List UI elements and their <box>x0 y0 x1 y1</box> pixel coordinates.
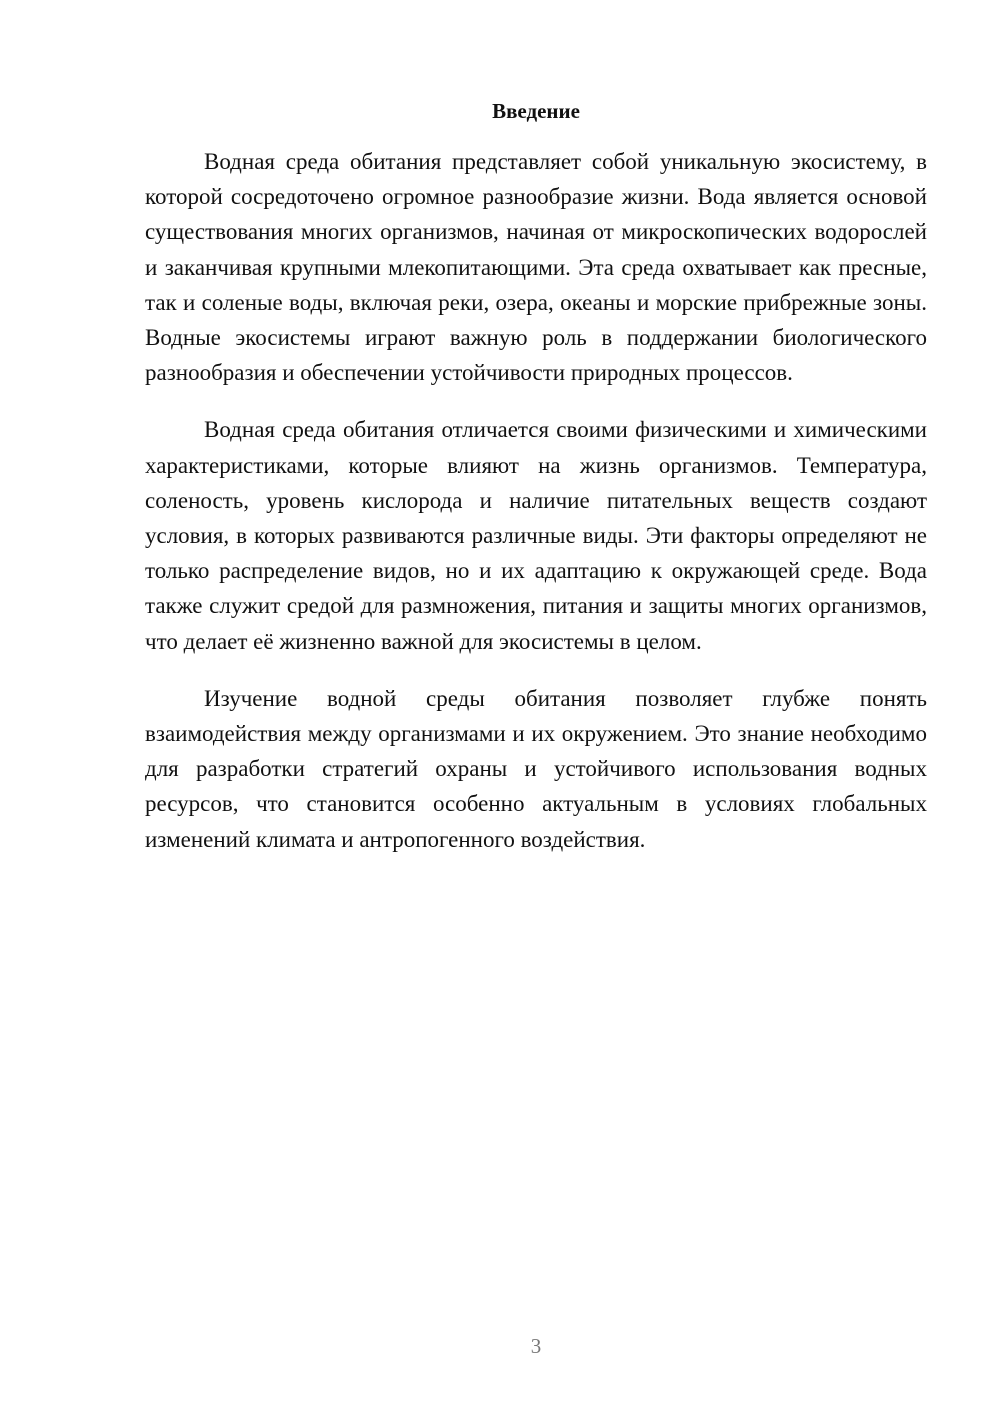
page-heading: Введение <box>492 99 580 123</box>
paragraph-2: Водная среда обитания отличается своими физическими и химическими характеристиками, которые влияют на жизнь организмов. Температура, соленость, уровень кислорода и наличие питательных веществ создают условия, в которых развиваются различные виды. Эти факторы определяют не только распределение видов, но и их адаптацию к окружающей среде. Вода также служит средой для размножения, питания и защиты многих организмов, что делает её жизненно важной для экосистемы в целом. <box>145 417 927 654</box>
body-text <box>145 144 927 879</box>
page-number: 3 <box>530 1334 542 1358</box>
paragraph-1: Водная среда обитания представляет собой уникальную экосистему, в которой сосредоточено огромное разнообразие жизни. Вода является основой существования многих организмов, начиная от микроскопических водорослей и заканчивая крупными млекопитающими. Эта среда охватывает как пресные, так и соленые воды, включая реки, озера, океаны и морские прибрежные зоны. Водные экосистемы играют важную роль в поддержании биологического разнообразия и обеспечении устойчивости природных процессов. <box>145 149 927 386</box>
paragraph-3: Изучение водной среды обитания позволяет глубже понять взаимодействия между организмами и их окружением. Это знание необходимо для разработки стратегий охраны и устойчивого использования водных ресурсов, что становится особенно актуальным в условиях глобальных изменений климата и антропогенного воздействия. <box>145 685 927 852</box>
